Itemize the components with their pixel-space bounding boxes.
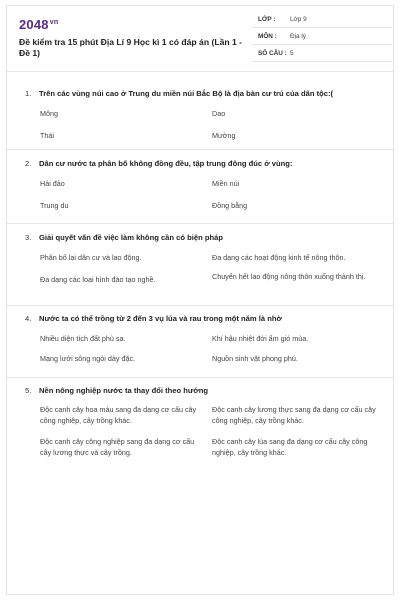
question-text: Trên các vùng núi cao ở Trung du miền núi Bắc Bộ là địa bàn cư trú của dân tộc:( bbox=[39, 89, 334, 98]
meta-count-label: SỐ CÂU : bbox=[258, 50, 287, 57]
option-c[interactable]: Độc canh cây công nghiệp sang đa dạng cơ cấu cây lương thực và cây trồng. bbox=[40, 437, 195, 457]
option-b[interactable]: Độc canh cây lương thực sang đa dạng cơ cấu cây công nghiệp, cây trồng khác. bbox=[212, 405, 376, 425]
quiz-header bbox=[7, 6, 393, 72]
option-a[interactable]: Độc canh cây hoa màu sang đa dạng cơ cấu cây công nghiệp, cây trồng khác. bbox=[40, 405, 197, 425]
meta-class-value: Lớp 9 bbox=[290, 16, 307, 23]
quiz-meta bbox=[252, 14, 392, 65]
option-b[interactable]: Dao bbox=[212, 109, 226, 118]
option-c[interactable]: Mạng lưới sông ngòi dày đặc. bbox=[40, 354, 136, 363]
option-a[interactable]: Nhiều diện tích đất phù sa. bbox=[40, 334, 126, 343]
question-number: 5. bbox=[25, 386, 32, 395]
question-2-block bbox=[7, 150, 393, 224]
question-text: Nước ta có thể trồng từ 2 đến 3 vụ lúa và rau trong một năm là nhờ bbox=[39, 314, 282, 323]
meta-class-label: LỚP : bbox=[258, 16, 276, 23]
question-number: 3. bbox=[25, 233, 32, 242]
question-text: Dân cư nước ta phân bố không đồng đều, tập trung đông đúc ở vùng: bbox=[39, 159, 293, 168]
option-b[interactable]: Đa dạng các hoạt động kinh tế nông thôn. bbox=[212, 253, 346, 262]
meta-subject-label: MÔN : bbox=[258, 33, 277, 40]
option-d[interactable]: Độc canh cây lúa sang đa dạng cơ cấu cây công nghiệp, cây trồng khác. bbox=[212, 437, 368, 457]
question-number: 1. bbox=[25, 89, 32, 98]
question-number: 2. bbox=[25, 159, 32, 168]
option-d[interactable]: Chuyển hết lao động nông thôn xuống thành thị. bbox=[212, 272, 366, 281]
option-d[interactable]: Đồng bằng bbox=[212, 201, 248, 210]
option-a[interactable]: Mông bbox=[40, 109, 58, 118]
meta-subject-value: Địa lý bbox=[290, 33, 306, 40]
question-4-block bbox=[7, 306, 393, 378]
question-number: 4. bbox=[25, 314, 32, 323]
option-c[interactable]: Thái bbox=[40, 131, 54, 140]
option-d[interactable]: Nguồn sinh vật phong phú. bbox=[212, 354, 298, 363]
question-1-block bbox=[7, 72, 393, 150]
quiz-title: Đề kiểm tra 15 phút Địa Lí 9 Học kì 1 có đáp án (Lần 1 - Đề 1) bbox=[19, 37, 243, 58]
option-c[interactable]: Đa dạng các loại hình đào tạo nghề. bbox=[40, 275, 156, 284]
question-text: Nền nông nghiệp nước ta thay đổi theo hướng bbox=[39, 386, 209, 395]
question-3-block bbox=[7, 224, 393, 306]
meta-count-value: 5 bbox=[290, 50, 294, 57]
option-c[interactable]: Trung du bbox=[40, 201, 69, 210]
meta-count bbox=[252, 48, 392, 62]
site-logo[interactable]: $2048^{vn}$ bbox=[19, 17, 59, 32]
option-b[interactable]: Miền núi bbox=[212, 179, 240, 188]
option-a[interactable]: Phân bố lại dân cư và lao động. bbox=[40, 253, 142, 262]
option-a[interactable]: Hải đảo bbox=[40, 179, 65, 188]
option-d[interactable]: Mường bbox=[212, 131, 236, 140]
option-b[interactable]: Khí hậu nhiệt đới ẩm gió mùa. bbox=[212, 334, 309, 343]
quiz-page bbox=[6, 5, 394, 595]
meta-class bbox=[252, 14, 392, 28]
question-text: Giải quyết vấn đề việc làm không cần có biện pháp bbox=[39, 233, 223, 242]
meta-subject bbox=[252, 31, 392, 45]
question-5-block bbox=[7, 378, 393, 474]
logo-suffix: vn bbox=[49, 18, 59, 26]
